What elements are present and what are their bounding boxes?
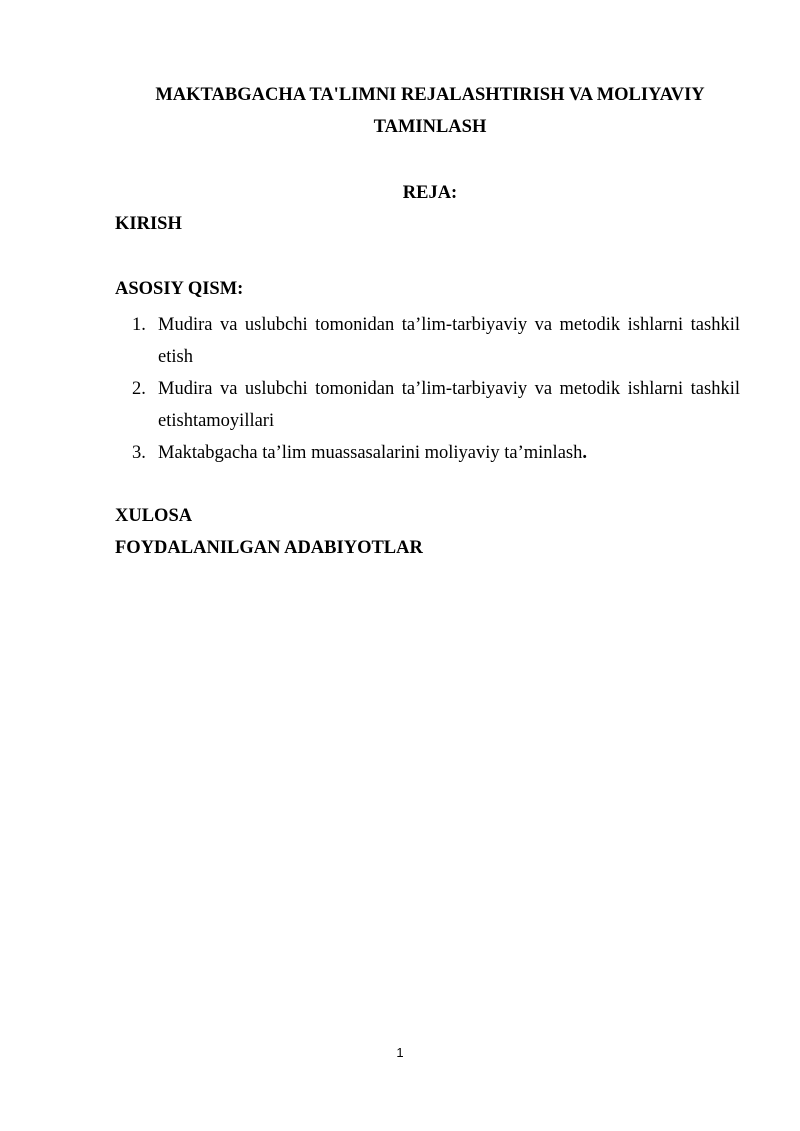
references-heading: FOYDALANILGAN ADABIYOTLAR <box>115 538 423 558</box>
list-item <box>115 309 740 373</box>
plan-heading: REJA: <box>402 183 458 203</box>
list-item-text: Mudira va uslubchi tomonidan ta’lim-tarbiyaviy va metodik ishlarni tashkil etish <box>158 315 740 367</box>
introduction-heading: KIRISH <box>115 214 182 234</box>
list-item-number: 3. <box>132 443 146 463</box>
list-item-period: . <box>582 443 587 463</box>
conclusion-heading: XULOSA <box>115 506 193 526</box>
list-item-number: 2. <box>132 379 146 399</box>
main-part-heading: ASOSIY QISM: <box>115 279 244 299</box>
document-title: MAKTABGACHA TA'LIMNI REJALASHTIRISH VA MOLIYAVIY TAMINLASH <box>155 85 705 137</box>
list-item-number: 1. <box>132 315 146 335</box>
main-part-list <box>115 309 740 469</box>
list-item <box>115 437 740 469</box>
list-item-text: Maktabgacha ta’lim muassasalarini moliyaviy ta’minlash <box>158 443 583 463</box>
list-item <box>115 373 740 437</box>
page-number: 1 <box>396 1045 404 1060</box>
list-item-text: Mudira va uslubchi tomonidan ta’lim-tarbiyaviy va metodik ishlarni tashkil etishtamoyillari <box>158 379 740 431</box>
